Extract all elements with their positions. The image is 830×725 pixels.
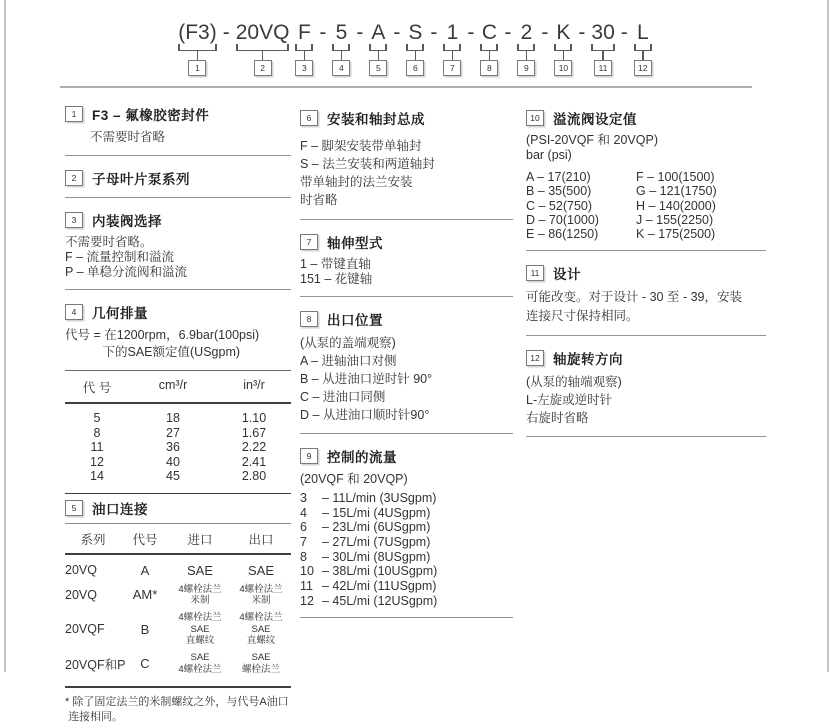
flow-options-list [300,491,513,608]
text-line: 下的SAE额定值(USgpm) [65,345,241,359]
section-number-box: 2 [65,170,83,186]
flow-option [300,535,513,550]
model-code [0,22,830,76]
flow-desc: – 38L/mi (10USgpm) [322,564,438,579]
text-line: 右旋时省略 [526,411,589,425]
table-row [65,649,291,678]
section-header [526,348,766,368]
callout-number-box: 12 [634,60,652,76]
header-rule [60,86,752,88]
section-header [300,232,513,252]
section-10-relief-setting [526,108,766,241]
right-column [526,108,766,449]
cell-code: A [140,562,150,578]
divider [300,219,513,220]
section-header [300,108,513,128]
bracket-icon [517,44,535,51]
cell-in3-per-rev: 2.41 [241,454,267,469]
table-body [65,404,291,494]
section-number-box: 1 [65,106,83,122]
flow-code: 6 [300,520,307,535]
text-line: S – 法兰安装和两道轴封 [300,157,435,172]
section-number-box: 11 [526,265,544,281]
cell-in3-per-rev: 1.10 [241,411,267,425]
section-body [300,257,513,287]
bracket-icon [480,44,498,51]
flow-desc: – 27L/mi (7USgpm) [322,535,431,549]
flow-option [300,550,513,565]
model-code-segment [406,22,424,76]
text-line: 不需要时省略。 [65,235,153,249]
bracket-stem [563,51,565,60]
text-line: 151 – 花键轴 [300,271,373,286]
callout-link [480,44,498,76]
section-number-box: 10 [526,110,544,126]
table-header-cell: 出口 [248,532,274,547]
relief-setting: A – 17(210) [526,170,591,184]
section-header [300,446,513,466]
text-line: 连接尺寸保持相同。 [526,309,639,323]
relief-settings-left [526,170,636,241]
divider [300,617,513,618]
flow-option [300,594,513,609]
model-code-text: A [371,21,386,44]
section-title: 溢流阀设定值 [553,112,637,127]
section-header [65,104,291,124]
page-edge-left [4,0,6,672]
text-line: 时省略 [300,193,338,208]
bracket-icon [406,44,424,51]
section-header [65,210,291,230]
table-row [65,581,291,610]
table-row [65,455,291,470]
section-number-box: 8 [300,311,318,327]
section-title: 轴伸型式 [327,235,383,251]
section-number-box: 3 [65,212,83,228]
callout-number-box: 6 [406,60,424,76]
bracket-icon [295,44,313,51]
model-code-text: - [541,21,549,44]
section-number-box: 6 [300,110,318,126]
callout-link [591,44,614,76]
model-code-text: 2 [520,21,533,44]
cell-code: 11 [90,440,104,454]
callout-number-box: 3 [295,60,313,76]
middle-column [300,108,513,630]
callout-link [178,44,217,76]
bracket-icon [443,44,461,51]
cell-code: 12 [90,454,104,469]
table-header-cell: 系列 [80,532,106,547]
text-line: D – 从进油口顺时针90° [300,408,430,422]
model-code-text: L [636,21,649,44]
model-code-segment [430,22,437,44]
callout-number-box: 9 [517,60,535,76]
relief-setting: F – 100(1500) [636,170,715,184]
section-title: 油口连接 [92,501,148,517]
model-code-text: - [620,21,628,44]
section-7-shaft-type [300,232,513,287]
cell-cm3-per-rev: 36 [166,440,180,454]
section-number-box: 7 [300,234,318,250]
relief-setting: E – 86(1250) [526,227,599,241]
table-row [65,469,291,484]
callout-link [443,44,461,76]
callout-number-box: 5 [369,60,387,76]
bracket-stem [602,51,604,60]
section-body [300,334,513,425]
footnote [65,695,291,725]
relief-setting: C – 52(750) [526,198,593,213]
relief-setting: G – 121(1750) [636,184,717,199]
section-header [300,309,513,329]
model-code-segment [517,22,535,76]
flow-option [300,564,513,579]
callout-number-box: 10 [554,60,572,76]
table-header-row [65,370,291,404]
model-code-text: 1 [446,21,459,44]
displacement-table [65,370,291,494]
model-code-segment [621,22,628,44]
section-body [526,288,766,326]
flow-desc: – 15L/mi (4USgpm) [322,505,431,520]
text-line: F – 脚架安装带单轴封 [300,139,422,153]
model-code-text: - [393,21,401,44]
table-row [65,440,291,455]
section-title: F3 – 氟橡胶密封件 [92,108,210,123]
table-row [65,426,291,441]
callout-link [517,44,535,76]
section-4-displacement [65,302,291,494]
bracket-icon [634,44,652,51]
cell-cm3-per-rev: 40 [166,454,180,469]
cell-inlet: SAE 4螺栓法兰 [178,652,222,675]
model-code-text: C [481,21,497,44]
flow-code: 10 [300,564,314,579]
text-line: (PSI-20VQF 和 20VQP) [526,133,658,147]
cell-code: 5 [93,411,101,425]
model-code-text: - [578,21,586,44]
section-subtitle: (20VQF 和 20VQP) [300,472,408,487]
section-header [65,302,291,322]
divider [65,197,291,198]
bracket-stem [378,51,380,60]
section-title: 设计 [553,267,581,283]
table-header-row [65,523,291,555]
section-title: 轴旋转方向 [553,351,623,367]
divider [526,335,766,336]
model-code-segment [356,22,363,44]
section-2-series [65,168,291,188]
text-line: 1 – 带键直轴 [300,256,371,271]
model-code-segment [236,22,290,76]
cell-code: B [140,621,150,637]
cell-code: 8 [93,425,101,440]
model-code-segment [591,22,614,76]
callout-link [295,44,313,76]
bracket-stem [526,51,528,60]
table-header-cell: in³/r [243,378,265,392]
text-line: bar (psi) [526,148,572,162]
port-table [65,523,291,689]
section-8-outlet-position [300,309,513,425]
text-line: 可能改变。对于设计 - 30 至 - 39，安装 [526,290,742,305]
bracket-icon [178,44,217,51]
text-line: (从泵的盖端观察) [300,335,396,350]
cell-in3-per-rev: 2.80 [241,469,267,483]
cell-series: 20VQF [65,622,105,637]
flow-code: 7 [300,535,307,549]
model-code-segment [369,22,387,76]
callout-link [634,44,652,76]
cell-outlet: 4螺栓法兰 米制 [239,583,283,606]
model-code-segment [178,22,217,76]
text-line: F – 流量控制和溢流 [65,250,175,264]
text-line: A – 进轴油口对侧 [300,353,397,368]
section-title: 几何排量 [92,306,148,321]
model-code-segment [541,22,548,44]
bracket-icon [332,44,350,51]
cell-cm3-per-rev: 18 [166,411,180,425]
section-number-box: 12 [526,350,544,366]
callout-number-box: 4 [332,60,350,76]
footnote-line: * 除了固定法兰的米制螺纹之外，与代号A油口 [65,696,289,709]
bracket-stem [304,51,306,60]
callout-number-box: 7 [443,60,461,76]
cell-code: 14 [90,469,104,483]
flow-code: 11 [300,578,313,593]
flow-option [300,579,513,594]
divider [65,289,291,290]
bracket-stem [341,51,343,60]
relief-settings-grid [526,170,766,241]
section-5-port-connections [65,498,291,725]
relief-setting: K – 175(2500) [636,227,716,241]
bracket-icon [369,44,387,51]
cell-series: 20VQ [65,587,97,602]
callout-link [406,44,424,76]
bracket-stem [415,51,417,60]
flow-code: 4 [300,505,307,520]
model-code-text: (F3) [178,21,217,44]
model-code-text: S [408,21,423,44]
callout-link [236,44,290,76]
table-body [65,555,291,689]
model-code-text: 5 [335,21,348,44]
table-row [65,411,291,426]
text-line: (从泵的轴端观察) [526,374,622,389]
relief-setting: J – 155(2250) [636,212,714,227]
left-column [65,104,291,725]
relief-setting: D – 70(1000) [526,212,599,227]
section-title: 内装阀选择 [92,214,162,229]
table-row [65,560,291,581]
callout-number-box: 1 [188,60,206,76]
model-code-segment [295,22,313,76]
section-header [65,498,291,518]
relief-settings-right [636,170,766,241]
bracket-icon [554,44,572,51]
model-code-segment [467,22,474,44]
model-code-segment [554,22,572,76]
model-code-text: - [356,21,364,44]
flow-desc: – 42L/mi (11USgpm) [322,578,437,593]
section-3-valve-option [65,210,291,280]
callout-link [554,44,572,76]
flow-desc: – 30L/mi (8USgpm) [322,549,431,564]
section-body [526,373,766,427]
section-body [300,137,513,210]
cell-series: 20VQF和P [65,657,126,672]
model-code-segment [223,22,230,44]
cell-outlet: 4螺栓法兰 SAE 直螺纹 [239,612,283,647]
cell-in3-per-rev: 1.67 [241,425,267,440]
flow-option [300,520,513,535]
cell-cm3-per-rev: 27 [166,425,180,440]
divider [65,155,291,156]
text-line: 代号 = 在1200rpm，6.9bar(100psi) [65,328,260,342]
bracket-stem [489,51,491,60]
model-code-text: 30 [591,21,615,44]
cell-inlet: 4螺栓法兰 SAE 直螺纹 [178,612,222,647]
bracket-stem [452,51,454,60]
section-body [65,235,291,280]
table-header-cell: 代号 [132,532,158,547]
section-12-rotation [526,348,766,427]
table-header-cell: cm³/r [158,378,188,392]
section-body [65,129,291,146]
section-6-mounting [300,108,513,210]
section-title: 出口位置 [327,312,383,328]
model-code-segment [480,22,498,76]
model-code-text: - [319,21,327,44]
footnote-line: 连接相同。 [65,711,124,724]
flow-code: 8 [300,549,307,564]
bracket-stem [197,51,199,60]
callout-link [369,44,387,76]
model-code-text: - [430,21,438,44]
page-edge-right [827,0,829,672]
callout-number-box: 8 [480,60,498,76]
divider [526,250,766,251]
cell-in3-per-rev: 2.22 [241,440,267,454]
section-1-seals [65,104,291,146]
table-header-cell: 进口 [187,532,213,547]
model-code-text: K [556,21,571,44]
callout-number-box: 11 [594,60,612,76]
section-body [526,133,766,163]
section-title: 安装和轴封总成 [327,112,425,127]
model-code-segment [393,22,400,44]
flow-option [300,506,513,521]
model-code-text: - [504,21,512,44]
section-title: 控制的流量 [327,450,397,466]
model-code-text: F [298,21,311,44]
section-number-box: 4 [65,304,83,320]
model-code-text: - [222,21,230,44]
model-code-segment [443,22,461,76]
table-header-cell: 代 号 [82,381,112,395]
flow-desc: – 23L/mi (6USgpm) [322,520,431,535]
cell-outlet: SAE [247,562,274,578]
section-header [526,108,766,128]
bracket-icon [591,44,614,51]
text-line: B – 从进油口逆时针 90° [300,371,433,386]
section-header [526,263,766,283]
divider [526,436,766,437]
text-line: C – 进油口同侧 [300,389,386,404]
relief-setting: B – 35(500) [526,184,592,199]
model-code-segment [332,22,350,76]
section-9-controlled-flow [300,446,513,608]
divider [300,296,513,297]
flow-code: 12 [300,593,314,608]
model-code-text: 20VQ [235,21,290,44]
cell-code: C [140,656,150,672]
model-code-segment [578,22,585,44]
flow-desc: – 45L/mi (12USgpm) [322,593,438,608]
bracket-stem [262,51,264,60]
bracket-stem [642,51,644,60]
text-line: 不需要时省略 [90,130,166,144]
section-title: 子母叶片泵系列 [92,172,190,187]
cell-inlet: SAE [186,562,213,578]
cell-code: AM* [132,587,158,603]
bracket-icon [236,44,290,51]
text-line: L-左旋或逆时针 [526,392,613,407]
text-line: P – 单稳分流阀和溢流 [65,265,188,279]
cell-inlet: 4螺栓法兰 米制 [178,583,222,606]
section-body [65,327,291,361]
divider [300,433,513,434]
cell-series: 20VQ [65,563,97,577]
callout-number-box: 2 [254,60,272,76]
section-number-box: 5 [65,500,83,516]
model-code-segment [319,22,326,44]
relief-setting: H – 140(2000) [636,198,716,213]
flow-desc: – 11L/min (3USgpm) [322,491,437,506]
text-line: 带单轴封的法兰安装 [300,175,413,190]
flow-option [300,491,513,506]
model-code-segment [634,22,652,76]
model-code-segment [504,22,511,44]
cell-outlet: SAE 螺栓法兰 [241,652,280,675]
section-header [65,168,291,188]
callout-link [332,44,350,76]
flow-code: 3 [300,491,307,506]
cell-cm3-per-rev: 45 [166,469,180,483]
section-number-box: 9 [300,448,318,464]
table-row [65,609,291,649]
model-code-text: - [467,21,475,44]
section-11-design [526,263,766,326]
